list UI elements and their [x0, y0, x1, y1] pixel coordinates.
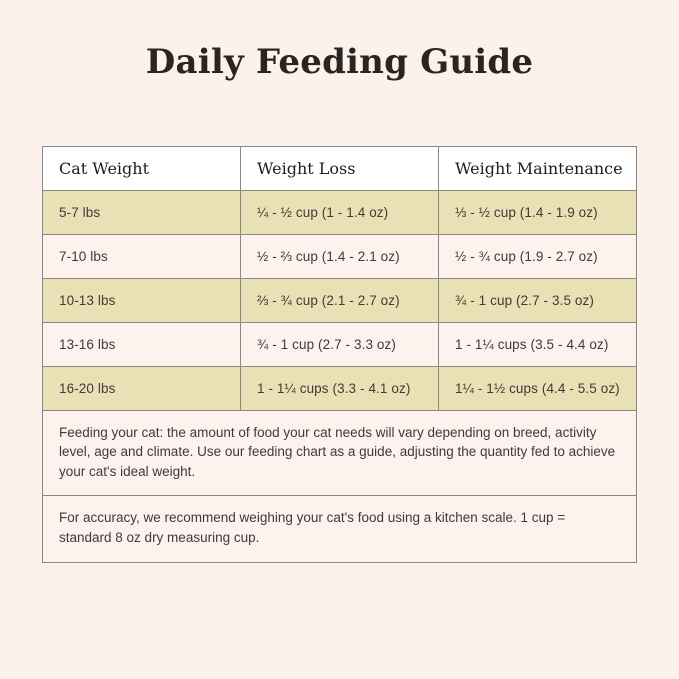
cell-weight: 5-7 lbs — [43, 190, 241, 234]
cell-weight: 13-16 lbs — [43, 322, 241, 366]
table-row — [43, 190, 637, 234]
header-weight-loss: Weight Loss — [241, 146, 439, 190]
cell-weight-loss: ¾ - 1 cup (2.7 - 3.3 oz) — [241, 322, 439, 366]
table-row — [43, 278, 637, 322]
table-row — [43, 322, 637, 366]
table-row — [43, 366, 637, 410]
cell-weight-loss: ½ - ⅔ cup (1.4 - 2.1 oz) — [241, 234, 439, 278]
note-row — [43, 410, 637, 496]
note-row — [43, 496, 637, 562]
cell-weight-maintenance: ⅓ - ½ cup (1.4 - 1.9 oz) — [439, 190, 637, 234]
cell-weight-maintenance: 1 - 1¼ cups (3.5 - 4.4 oz) — [439, 322, 637, 366]
cell-weight: 10-13 lbs — [43, 278, 241, 322]
cell-weight-loss: ⅔ - ¾ cup (2.1 - 2.7 oz) — [241, 278, 439, 322]
feeding-guide-table — [42, 146, 637, 563]
table-row — [43, 234, 637, 278]
accuracy-note: For accuracy, we recommend weighing your cat's food using a kitchen scale. 1 cup = standard 8 oz dry measuring cup. — [43, 496, 637, 562]
table-header-row — [43, 146, 637, 190]
cell-weight-maintenance: ½ - ¾ cup (1.9 - 2.7 oz) — [439, 234, 637, 278]
feeding-note: Feeding your cat: the amount of food your cat needs will vary depending on breed, activity level, age and climate. Use our feeding chart as a guide, adjusting the quantity fed to achieve your cat's ideal weight. — [43, 410, 637, 496]
page-title: Daily Feeding Guide — [145, 42, 534, 82]
cell-weight-loss: 1 - 1¼ cups (3.3 - 4.1 oz) — [241, 366, 439, 410]
cell-weight: 7-10 lbs — [43, 234, 241, 278]
cell-weight-maintenance: ¾ - 1 cup (2.7 - 3.5 oz) — [439, 278, 637, 322]
cell-weight: 16-20 lbs — [43, 366, 241, 410]
header-cat-weight: Cat Weight — [43, 146, 241, 190]
header-weight-maintenance: Weight Maintenance — [439, 146, 637, 190]
cell-weight-loss: ¼ - ½ cup (1 - 1.4 oz) — [241, 190, 439, 234]
cell-weight-maintenance: 1¼ - 1½ cups (4.4 - 5.5 oz) — [439, 366, 637, 410]
